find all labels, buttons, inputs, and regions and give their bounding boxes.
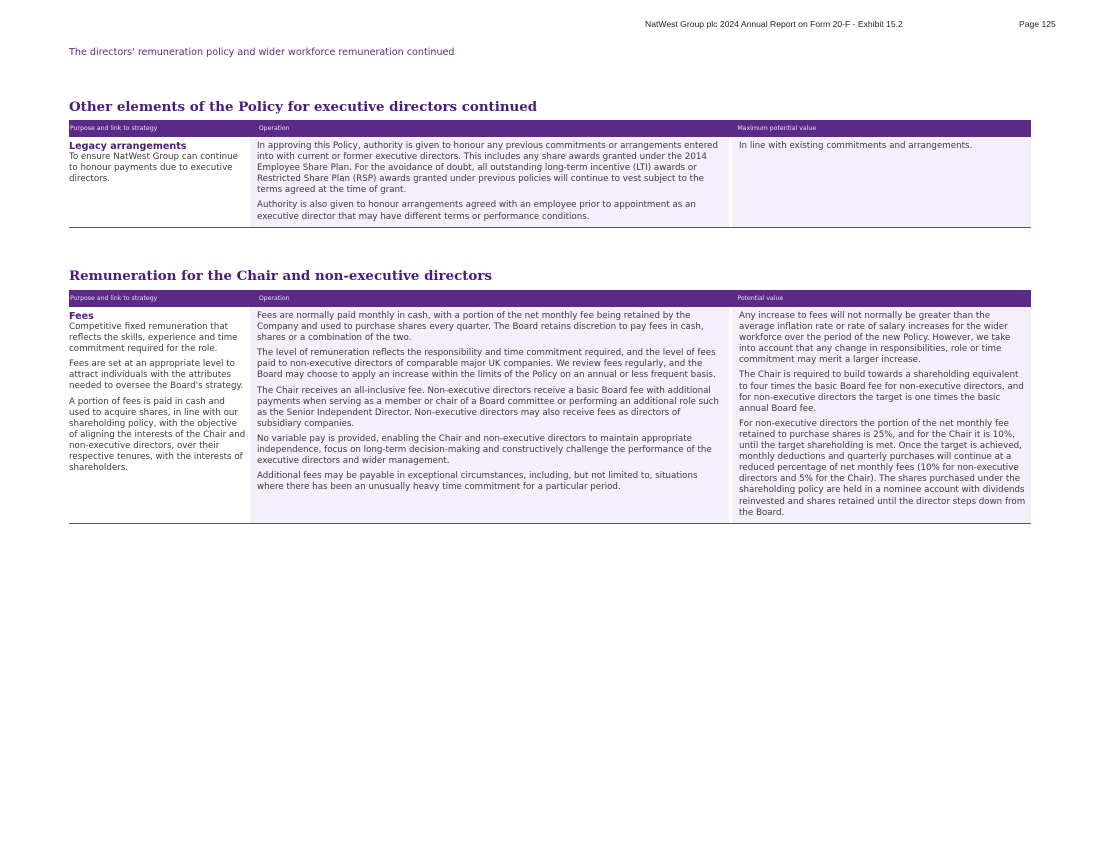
operation-text: Fees are normally paid monthly in cash, with a portion of the net monthly fee being retained by the Company and used to purchase shares every quarter. The Board retains discretion to pay fees in cash, shares or a combination of the two. [257,311,704,344]
page-number: Page 125 [1019,19,1056,29]
purpose-text: A portion of fees is paid in cash and used to acquire shares, in line with our shareholding policy, with the objective of aligning the interests of the Chair and non-executive directors, over their respective tenures, with the interests of shareholders. [69,396,246,474]
column-header-potential-value: Potential value [737,295,784,302]
operation-text: In approving this Policy, authority is given to honour any previous commitments or arrangements entered into with current or former executive directors. This includes any share awards granted under the 2014 Employee Share Plan. For the avoidance of doubt, all outstanding long-term incentive (LTI) awards or Restricted Share Plan (RSP) awards granted under previous policies will continue to vest subject to the terms agreed at the time of grant. [257,141,719,196]
section-title-chair-remuneration: Remuneration for the Chair and non-executive directors [69,268,492,284]
value-text: In line with existing commitments and arrangements. [739,141,973,151]
operation-text: Additional fees may be payable in exceptional circumstances, including, but not limited to, situations where there has been an unusually heavy time commitment for a particular period. [257,471,698,493]
column-header-operation: Operation [258,125,290,132]
row-title-fees: Fees [69,311,94,322]
purpose-cell [69,137,250,227]
purpose-text: Competitive fixed remuneration that reflects the skills, experience and time commitment required for the role. [69,322,238,355]
table-header [69,290,1031,307]
report-title: NatWest Group plc 2024 Annual Report on Form 20-F - Exhibit 15.2 [645,19,903,29]
value-text: Any increase to fees will not normally be greater than the average inflation rate or rate of salary increases for the wider workforce over the period of the new Policy. However, we take into account that any change in responsibilities, role or time commitment may merit a larger increase. [739,311,1011,366]
value-cell [732,137,1031,227]
operation-cell [250,307,729,523]
value-cell [732,307,1031,523]
column-header-operation: Operation [258,295,290,302]
purpose-text: Fees are set at an appropriate level to attract individuals with the attributes needed to oversee the Board's strategy. [69,359,244,392]
legacy-arrangements-table [69,120,1031,228]
running-header: The directors' remuneration policy and wider workforce remuneration continued [69,47,455,58]
column-header-maximum-value: Maximum potential value [737,125,817,132]
row-title-legacy-arrangements: Legacy arrangements [69,141,187,152]
operation-text: The level of remuneration reflects the responsibility and time commitment required, and the level of fees paid to non-executive directors of comparable major UK companies. We review fees regularly, and the Board may choose to apply an increase within the limits of the Policy on an annual or less frequent basis. [257,348,716,381]
column-header-purpose: Purpose and link to strategy [70,295,158,302]
operation-text: No variable pay is provided, enabling the Chair and non-executive directors to maintain appropriate independence, focus on long-term decision-making and constructively challenge the performance of the executive directors and wider management. [257,433,712,467]
operation-text: Authority is also given to honour arrangements agreed with an employee prior to appointment as an executive director that may have different terms or performance conditions. [257,200,696,222]
purpose-text: To ensure NatWest Group can continue to honour payments due to executive directors. [69,152,238,185]
fees-table [69,290,1031,524]
value-text: For non-executive directors the portion of the net monthly fee retained to purchase shares is 25%, and for the Chair it is 10%, until the target shareholding is met. Once the target is achieved, monthly deductions and quarterly purchases will continue at a reduced percentage of net monthly fees (10% for non-executive directors and 5% for the Chair). The shares purchased under the shareholding policy are held in a nominee account with dividends reinvested and shares retained until the director steps down from the Board. [739,418,1026,518]
operation-cell [250,137,729,227]
value-text: The Chair is required to build towards a shareholding equivalent to four times the basic Board fee for non-executive directors, and for non-executive directors the target is one times the basic annual Board fee. [739,370,1024,414]
table-row [69,307,1031,523]
section-title-other-elements: Other elements of the Policy for executive directors continued [69,99,538,115]
table-row [69,137,1031,227]
column-header-purpose: Purpose and link to strategy [70,125,158,132]
purpose-cell [69,307,250,523]
operation-text: The Chair receives an all-inclusive fee. Non-executive directors receive a basic Board fee with additional payments when serving as a member or chair of a Board committee or performing an additional role such as the Senior Independent Director. Non-executive directors may also receive fees as directors of subsidiary companies. [257,385,719,429]
table-header [69,120,1031,137]
